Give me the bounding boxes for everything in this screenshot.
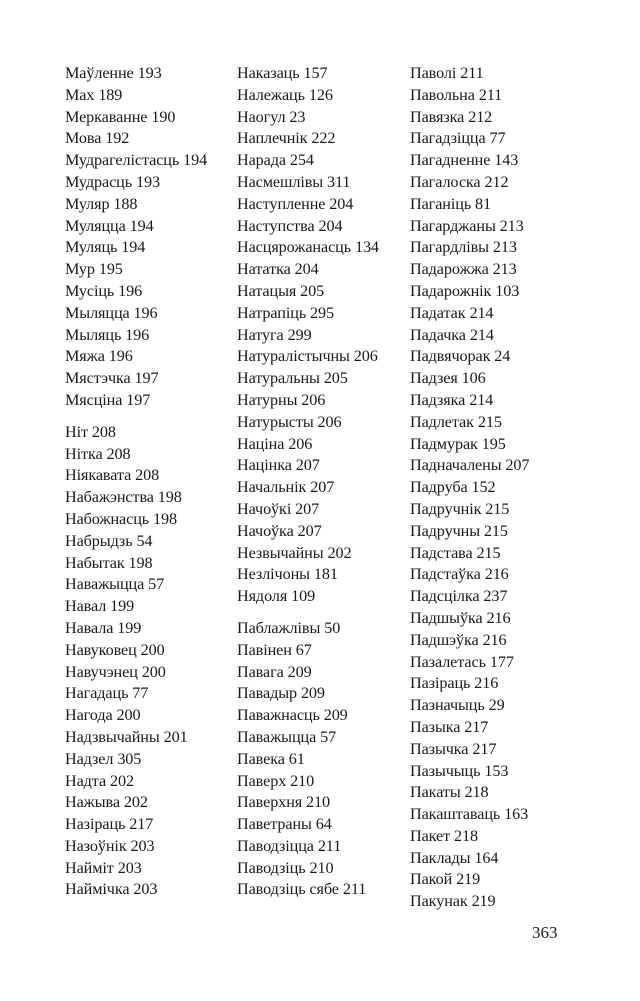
index-entry: Падвячорак 24 xyxy=(410,347,511,366)
index-entry: Навал 199 xyxy=(65,597,135,616)
index-entry: Наймічка 203 xyxy=(65,880,158,899)
index-entry: Навала 199 xyxy=(65,618,142,637)
index-entry: Нажыва 202 xyxy=(65,793,148,812)
index-entry: Пакаты 218 xyxy=(410,783,489,802)
index-entry: Натуга 299 xyxy=(237,325,312,344)
index-entry: Пакет 218 xyxy=(410,826,479,845)
index-entry: Паверхня 210 xyxy=(237,793,331,812)
index-entry: Наймiт 203 xyxy=(65,858,142,877)
index-entry: Набажэнства 198 xyxy=(65,488,182,507)
index-entry: Павека 61 xyxy=(237,749,305,768)
index-entry: Пазначыць 29 xyxy=(410,696,505,715)
index-entry: Незлiчоны 181 xyxy=(237,565,338,584)
index-entry: Мяжа 196 xyxy=(65,347,133,366)
index-entry: Наступленне 204 xyxy=(237,194,354,213)
index-entry: Натрапіць 295 xyxy=(237,303,335,322)
index-entry: Падручнік 215 xyxy=(410,499,510,518)
index-entry: Нядоля 109 xyxy=(237,587,316,606)
index-entry: Належаць 126 xyxy=(237,85,333,104)
index-entry: Павольна 211 xyxy=(410,85,503,104)
index-entry: Набытак 198 xyxy=(65,553,153,572)
index-entry: Пагадненне 143 xyxy=(410,151,519,170)
index-entry: Паверх 210 xyxy=(237,771,315,790)
index-entry: Падзяка 214 xyxy=(410,390,494,409)
index-entry: Начальнік 207 xyxy=(237,478,335,497)
index-entry: Нарада 254 xyxy=(237,151,314,170)
index-entry: Навучэнец 200 xyxy=(65,662,166,681)
index-entry: Падлетак 215 xyxy=(410,412,502,431)
index-entry: Паводзіць сябе 211 xyxy=(237,880,367,899)
group-separator xyxy=(237,608,402,618)
index-entry: Набожнасць 198 xyxy=(65,509,177,528)
index-entry: Мудрасць 193 xyxy=(65,172,160,191)
index-entry: Набрыдзь 54 xyxy=(65,531,153,550)
index-entry: Мах 189 xyxy=(65,85,123,104)
index-entry: Назоўнік 203 xyxy=(65,836,155,855)
index-entry: Падсцілка 237 xyxy=(410,587,508,606)
index-column-1 xyxy=(65,63,230,901)
index-entry: Натурны 206 xyxy=(237,390,326,409)
index-entry: Наказаць 157 xyxy=(237,64,328,82)
index-entry: Паважнасць 209 xyxy=(237,706,348,725)
index-column-3 xyxy=(410,63,575,913)
index-column-2 xyxy=(237,63,402,901)
index-entry: Натуралістычны 206 xyxy=(237,347,378,366)
index-entry: Навуковец 200 xyxy=(65,640,165,659)
index-entry: Мова 192 xyxy=(65,129,130,148)
index-entry: Пагарджаны 213 xyxy=(410,216,524,235)
index-entry: Пазіраць 216 xyxy=(410,674,499,693)
index-entry: Паважыцца 57 xyxy=(237,727,337,746)
index-entry: Паволі 211 xyxy=(410,64,484,82)
index-entry: Павадыр 209 xyxy=(237,684,325,703)
index-entry: Павязка 212 xyxy=(410,107,493,126)
index-entry: Муляць 194 xyxy=(65,238,146,257)
index-entry: Наплечнік 222 xyxy=(237,129,336,148)
index-entry: Паклады 164 xyxy=(410,848,499,867)
index-entry: Незвычайны 202 xyxy=(237,543,352,562)
index-entry: Надзвычайны 201 xyxy=(65,727,188,746)
index-entry: Пагардлівы 213 xyxy=(410,238,517,257)
index-entry: Паводзіцца 211 xyxy=(237,836,342,855)
index-entry: Паветраны 64 xyxy=(237,815,332,834)
index-entry: Павінен 67 xyxy=(237,640,312,659)
index-entry: Наступства 204 xyxy=(237,216,343,235)
index-entry: Назіраць 217 xyxy=(65,815,154,834)
index-entry: Пакаштаваць 163 xyxy=(410,805,529,824)
index-entry: Нататка 204 xyxy=(237,260,319,279)
index-entry: Павага 209 xyxy=(237,662,312,681)
index-entry: Натуральны 205 xyxy=(237,369,348,388)
index-entry: Натурысты 206 xyxy=(237,412,342,431)
index-entry: Мясціна 197 xyxy=(65,390,151,409)
index-entry: Мыляцца 196 xyxy=(65,303,158,322)
index-entry: Пакой 219 xyxy=(410,870,481,889)
index-entry: Наогул 23 xyxy=(237,107,306,126)
index-entry: Нацiна 206 xyxy=(237,434,313,453)
index-entry: Пазычыць 153 xyxy=(410,761,509,780)
index-entry: Падарожнік 103 xyxy=(410,281,520,300)
index-entry: Падмурак 195 xyxy=(410,434,506,453)
index-entry: Меркаванне 190 xyxy=(65,107,176,126)
index-entry: Пакунак 219 xyxy=(410,892,496,911)
index-entry: Націнка 207 xyxy=(237,456,320,475)
index-entry: Падстава 215 xyxy=(410,543,501,562)
index-entry: Падшыўка 216 xyxy=(410,608,511,627)
index-entry: Падстаўка 216 xyxy=(410,565,509,584)
index-entry: Паводзіць 210 xyxy=(237,858,334,877)
index-entry: Муляр 188 xyxy=(65,194,138,213)
index-entry: Начоўкі 207 xyxy=(237,499,320,518)
index-entry: Надта 202 xyxy=(65,771,134,790)
index-entry: Насмешлівы 311 xyxy=(237,172,351,191)
index-entry: Нагадаць 77 xyxy=(65,684,149,703)
index-entry: Нагода 200 xyxy=(65,706,141,725)
index-entry: Пазалетась 177 xyxy=(410,652,514,671)
index-entry: Мыляць 196 xyxy=(65,325,150,344)
index-entry: Пазыка 217 xyxy=(410,717,489,736)
index-entry: Мястэчка 197 xyxy=(65,369,159,388)
index-entry: Наважыцца 57 xyxy=(65,575,165,594)
index-entry: Надзел 305 xyxy=(65,749,142,768)
index-entry: Падшэўка 216 xyxy=(410,630,507,649)
index-entry: Ніт 208 xyxy=(65,422,116,441)
index-entry: Падруба 152 xyxy=(410,478,496,497)
index-entry: Нітка 208 xyxy=(65,444,131,463)
index-entry: Пазычка 217 xyxy=(410,739,497,758)
index-entry: Падначалены 207 xyxy=(410,456,530,475)
index-entry: Муляцца 194 xyxy=(65,216,154,235)
index-entry: Падручны 215 xyxy=(410,521,508,540)
index-entry: Пагадзіцца 77 xyxy=(410,129,506,148)
group-separator xyxy=(65,412,230,422)
index-entry: Падзея 106 xyxy=(410,369,486,388)
index-entry: Маўленне 193 xyxy=(65,64,162,82)
index-entry: Падачка 214 xyxy=(410,325,494,344)
index-entry: Насцярожанасць 134 xyxy=(237,238,379,257)
index-entry: Натацыя 205 xyxy=(237,281,325,300)
index-entry: Паганіць 81 xyxy=(410,194,492,213)
index-entry: Паблажлівы 50 xyxy=(237,618,341,637)
index-entry: Начоўка 207 xyxy=(237,521,322,540)
index-entry: Падатак 214 xyxy=(410,303,494,322)
index-entry: Пагалоска 212 xyxy=(410,172,509,191)
index-entry: Мудрагелістасць 194 xyxy=(65,151,208,170)
index-entry: Падарожжа 213 xyxy=(410,260,517,279)
index-entry: Мур 195 xyxy=(65,260,123,279)
page-number: 363 xyxy=(532,923,558,942)
index-entry: Ніякавата 208 xyxy=(65,466,160,485)
index-entry: Мусіць 196 xyxy=(65,281,143,300)
